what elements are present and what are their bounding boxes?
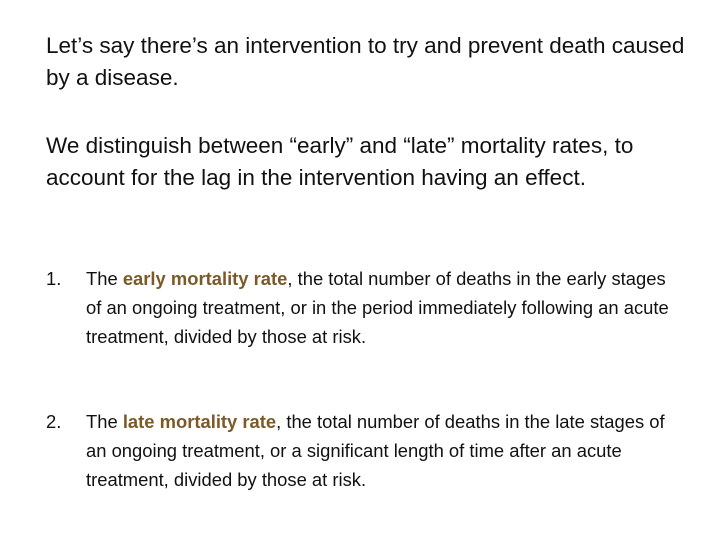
list-item-text — [86, 407, 686, 494]
term-late-mortality-rate: late mortality rate — [122, 411, 277, 432]
intro-paragraph: Let’s say there’s an intervention to try and prevent death caused by a disease. — [46, 33, 685, 90]
term-early-mortality-rate: early mortality rate — [122, 268, 288, 289]
list-item-lead: The — [86, 268, 123, 289]
list-item-late-mortality — [46, 407, 686, 494]
list-item-lead: The — [86, 411, 123, 432]
list-item-definition: , the total number of deaths in the late stages of an ongoing treatment, or a significant length of time after an acute treatment, divided by those at risk. — [86, 411, 665, 490]
distinction-paragraph: We distinguish between “early” and “late” mortality rates, to account for the lag in the intervention having an effect. — [46, 133, 634, 190]
list-item-text — [86, 264, 686, 351]
list-number: 1. — [46, 268, 62, 289]
list-item-early-mortality — [46, 264, 686, 351]
list-number: 2. — [46, 411, 62, 432]
list-item-definition: , the total number of deaths in the early stages of an ongoing treatment, or in the period immediately following an acute treatment, divided by those at risk. — [86, 268, 669, 347]
